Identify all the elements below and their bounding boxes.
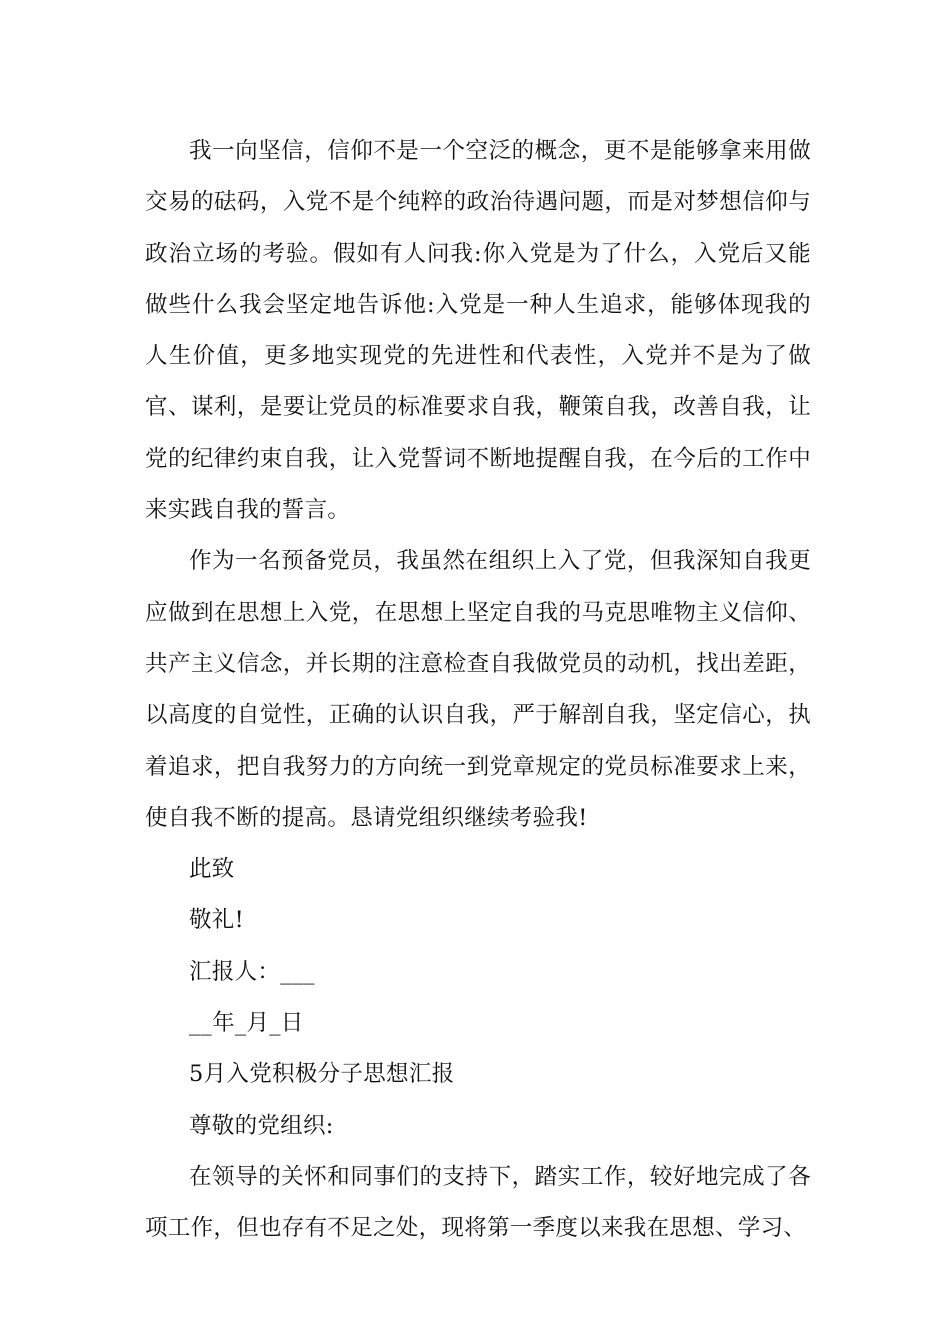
greeting-line: 尊敬的党组织: <box>189 1112 334 1139</box>
date-line: __年_月_日 <box>189 1010 304 1037</box>
reporter-line: 汇报人：___ <box>189 958 315 985</box>
document-body <box>145 126 811 1255</box>
paragraph-probationary-member: 作为一名预备党员，我虽然在组织上入了党，但我深知自我更应做到在思想上入党，在思想上坚定自我的马克思唯物主义信仰、共产主义信念，并长期的注意检查自我做党员的动机，找出差距，以高度的自觉性，正确的认识自我，严于解剖自我，坚定信心，执着追求，把自我努力的方向统一到党章规定的党员标准要求上来，使自我不断的提高。恳请党组织继续考验我! <box>145 548 811 831</box>
second-report-title: 5月入党积极分子思想汇报 <box>189 1061 455 1088</box>
paragraph-work-summary: 在领导的关怀和同事们的支持下，踏实工作，较好地完成了各项工作，但也存有不足之处，现将第一季度以来我在思想、学习、 <box>145 1163 811 1242</box>
salute-line: 敬礼! <box>189 907 244 934</box>
paragraph-belief: 我一向坚信，信仰不是一个空泛的概念，更不是能够拿来用做交易的砝码，入党不是个纯粹的政治待遇问题，而是对梦想信仰与政治立场的考验。假如有人问我:你入党是为了什么，入党后又能做些什么我会坚定地告诉他:入党是一种人生追求，能够体现我的人生价值，更多地实现党的先进性和代表性，入党并不是为了做官、谋利，是要让党员的标准要求自我，鞭策自我，改善自我，让党的纪律约束自我，让入党誓词不断地提醒自我，在今后的工作中来实践自我的誓言。 <box>145 138 811 524</box>
closing-line: 此致 <box>189 856 235 883</box>
